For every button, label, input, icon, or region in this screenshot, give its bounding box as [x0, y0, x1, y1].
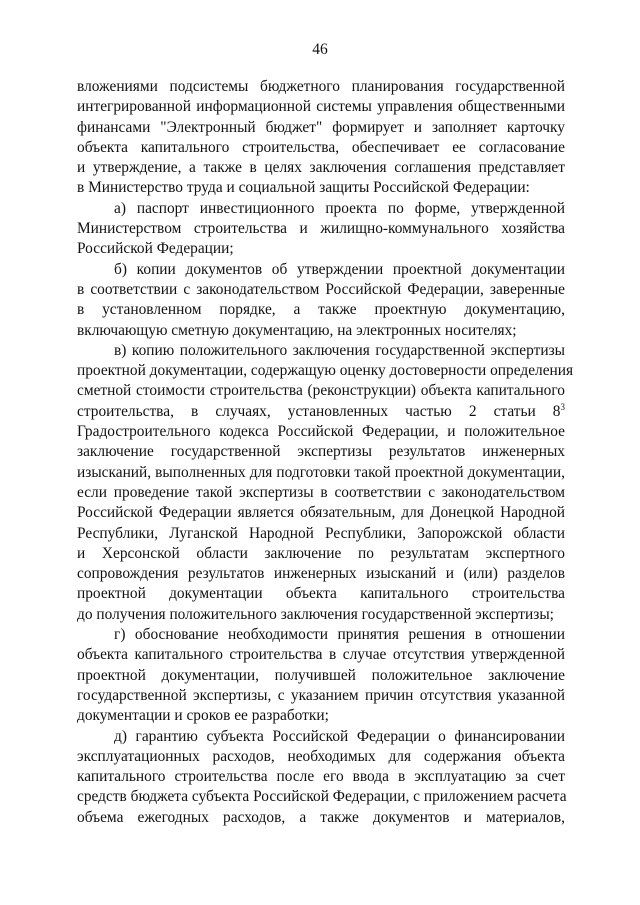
- text-line-content: строительства, в случаях, установленных частью 2 статьи 8: [77, 402, 561, 420]
- text-line: объекта капитального строительства в случае отсутствия утвержденной: [77, 646, 565, 664]
- text-line: финансами "Электронный бюджет" формирует и заполняет карточку: [77, 118, 565, 136]
- text-line: Российской Федерации;: [77, 240, 234, 258]
- page-number: 46: [312, 41, 328, 58]
- text-line: капитального строительства после его ввода в эксплуатацию за счет: [77, 768, 565, 786]
- text-line: если проведение такой экспертизы в соответствии с законодательством: [77, 483, 565, 501]
- text-line: а) паспорт инвестиционного проекта по форме, утвержденной: [114, 199, 565, 217]
- text-line: объекта капитального строительства, обеспечивает ее согласование: [77, 138, 565, 156]
- text-line: проектной документации объекта капитального строительства: [77, 585, 565, 603]
- text-line: государственной экспертизы, с указанием причин отсутствия указанной: [77, 686, 565, 704]
- text-line: и утверждение, а также в целях заключения соглашения представляет: [77, 159, 565, 177]
- paragraph-intro: [77, 77, 565, 199]
- text-line: до получения положительного заключения государственной экспертизы;: [77, 605, 554, 623]
- text-line: средств бюджета субъекта Российской Федерации, с приложением расчета: [77, 788, 567, 806]
- text-line: эксплуатационных расходов, необходимых для содержания объекта: [77, 747, 565, 765]
- text-line: проектной документации, содержащую оценку достоверности определения: [77, 362, 574, 380]
- text-line: б) копии документов об утверждении проектной документации: [114, 260, 565, 278]
- paragraph-item-v: [77, 341, 574, 625]
- paragraph-item-d: [77, 727, 565, 828]
- text-line: изысканий, выполненных для подготовки такой проектной документации,: [77, 463, 565, 481]
- text-line: интегрированной информационной системы управления общественными: [77, 98, 565, 116]
- paragraph-item-g: [77, 625, 565, 726]
- text-line: д) гарантию субъекта Российской Федерации о финансировании: [114, 727, 565, 745]
- text-line: включающую сметную документацию, на электронных носителях;: [77, 321, 517, 339]
- text-line: сметной стоимости строительства (реконструкции) объекта капитального: [77, 382, 565, 400]
- text-line: в) копию положительного заключения государственной экспертизы: [114, 341, 565, 359]
- text-line: проектной документации, получившей положительное заключение: [77, 666, 565, 684]
- text-line: Министерством строительства и жилищно-коммунального хозяйства: [77, 220, 565, 238]
- text-line: Российской Федерации является обязательным, для Донецкой Народной: [77, 504, 565, 522]
- text-line-with-superscript: [77, 402, 565, 422]
- text-line: и Херсонской области заключение по результатам экспертного: [77, 544, 565, 562]
- text-line: г) обоснование необходимости принятия решения в отношении: [114, 626, 565, 644]
- document-body: [77, 77, 574, 828]
- paragraph-item-b: [77, 260, 565, 341]
- text-line: в Министерство труда и социальной защиты Российской Федерации:: [77, 179, 530, 197]
- text-line: вложениями подсистемы бюджетного планирования государственной: [77, 78, 565, 95]
- text-line: в соответствии с законодательством Российской Федерации, заверенные: [77, 280, 565, 298]
- text-line: Градостроительного кодекса Российской Федерации, и положительное: [77, 423, 565, 441]
- text-line: Республики, Луганской Народной Республики, Запорожской области: [77, 524, 565, 542]
- text-line: в установленном порядке, а также проектную документацию,: [77, 301, 565, 319]
- text-line: заключение государственной экспертизы результатов инженерных: [77, 443, 565, 461]
- paragraph-item-a: [77, 199, 565, 260]
- text-line: объема ежегодных расходов, а также документов и материалов,: [77, 808, 565, 826]
- article-superscript: 3: [560, 401, 565, 412]
- text-line: документации и сроков ее разработки;: [77, 707, 329, 725]
- text-line: сопровождения результатов инженерных изысканий и (или) разделов: [77, 565, 565, 583]
